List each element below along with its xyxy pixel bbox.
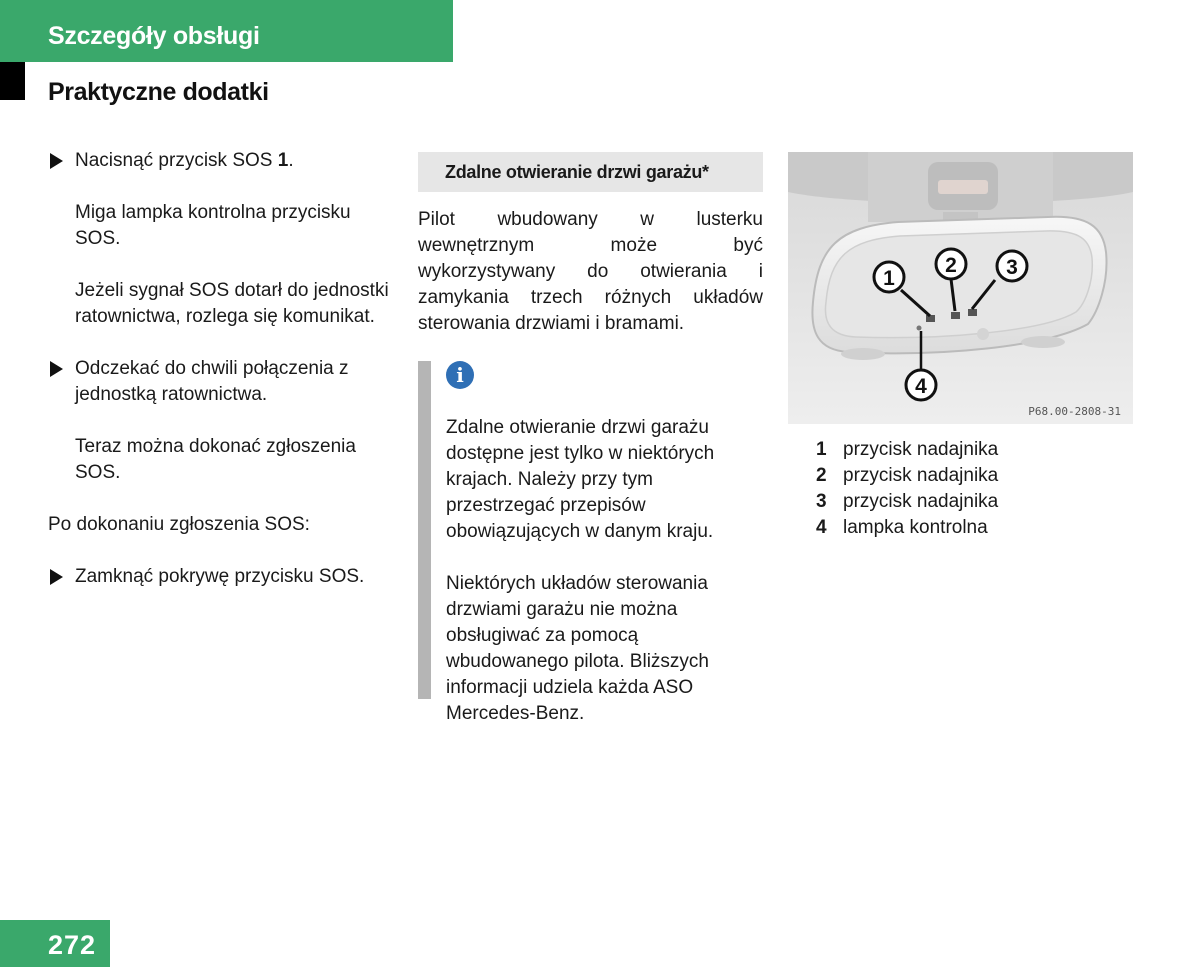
step-close-cover [48,564,393,590]
legend-label: przycisk nadajnika [843,491,999,512]
page-number: 272 [48,930,97,960]
instructions-column [48,148,393,590]
callout-1-label: 1 [883,267,895,290]
legend-label: lampka kontrolna [843,517,988,538]
figure-code: P68.00-2808-31 [1028,405,1121,418]
chapter-title: Szczegóły obsługi [48,22,260,50]
legend-number: 3 [816,491,827,512]
callout-4-label: 4 [915,375,927,398]
callout-2-label: 2 [945,254,957,277]
step-arrow-icon [50,569,63,585]
legend-number: 1 [816,439,827,460]
callout-3-label: 3 [1006,256,1018,279]
mirror-illustration [788,152,1133,424]
info-icon: i [446,361,474,389]
info-paragraph-1: Zdalne otwieranie drzwi garażu dostępne jest tylko w niektórych krajach. Należy przy tym przestrzegać przepisów obowiązujących w danym kraju. [446,417,715,542]
subheading: Zdalne otwieranie drzwi garażu* [418,152,763,192]
legend-item [816,437,998,463]
legend-number: 2 [816,465,827,486]
legend-label: przycisk nadajnika [843,465,999,486]
step-text-suffix: . [288,150,294,171]
step-wait [48,356,393,408]
step-press-sos [48,148,393,174]
step-arrow-icon [50,361,63,377]
mirror-figure [788,152,1133,424]
info-box [418,361,763,724]
info-paragraph-2: Niektórych układów sterowania drzwiami garażu nie można obsługiwać za pomocą wbudowanego pilota. Bliższych informacji udziela każda ASO Mercedes-Benz. [446,573,709,724]
legend-label: przycisk nadajnika [843,439,999,460]
signal-paragraph: Jeżeli sygnał SOS dotarł do jednostki ratownictwa, rozlega się komunikat. [75,280,389,327]
lamp-paragraph: Miga lampka kontrolna przycisku SOS. [75,202,351,249]
step-text: Odczekać do chwili połączenia z jednostką ratownictwa. [75,358,349,405]
legend-item [816,515,998,541]
section-marker [0,62,25,100]
step-text: Zamknąć pokrywę przycisku SOS. [75,566,365,587]
step-arrow-icon [50,153,63,169]
legend-item [816,489,998,515]
step-ref-number: 1 [277,150,289,171]
report-paragraph: Teraz można dokonać zgłoszenia SOS. [75,436,356,483]
after-report-paragraph: Po dokonaniu zgłoszenia SOS: [48,514,310,535]
section-title: Praktyczne dodatki [48,78,269,106]
legend-number: 4 [816,517,827,538]
intro-paragraph: Pilot wbudowany w lusterku wewnętrznym może być wykorzystywany do otwierania i zamykania trzech różnych układów sterowania drzwiami i bramami. [418,209,763,334]
garage-opener-column [418,152,763,724]
legend-item [816,463,998,489]
figure-legend [816,437,998,541]
step-text: Nacisnąć przycisk SOS [75,150,278,171]
info-bar [418,361,431,699]
